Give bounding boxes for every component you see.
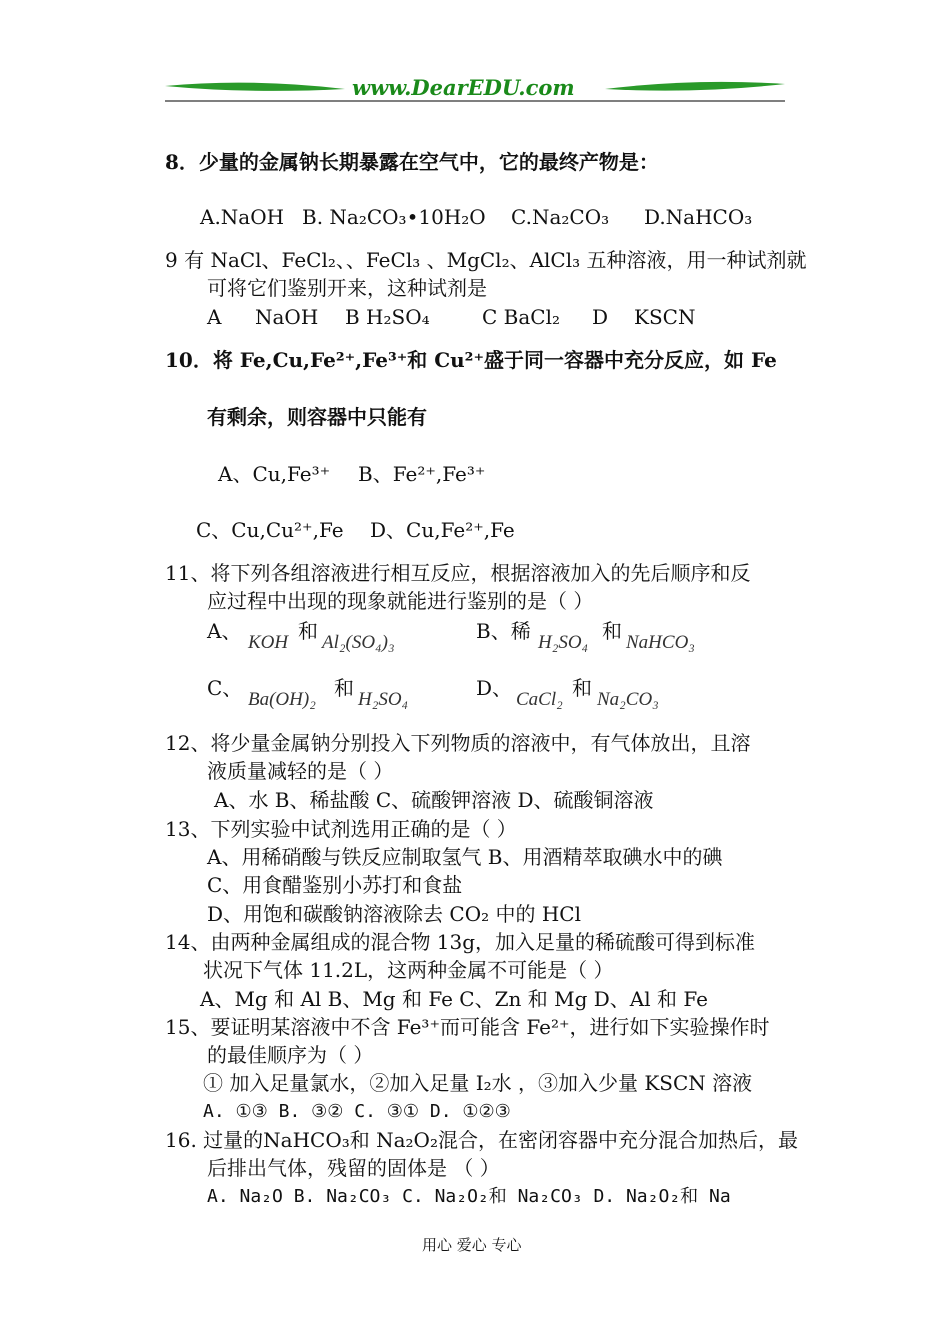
q10-option-c: C、Cu,Cu²⁺,Fe (196, 518, 344, 542)
q9-option-c: C BaCl₂ (482, 305, 560, 329)
q15-options: A. ①③ B. ③② C. ③① D. ①②③ (203, 1101, 511, 1122)
q15-stem-line2: 的最佳顺序为（ ） (207, 1043, 374, 1067)
q11-option-d-and: 和 (572, 676, 592, 700)
q11-option-d-formula1: CaCl₂ (516, 689, 563, 710)
q10-option-b: B、Fe²⁺,Fe³⁺ (358, 462, 486, 486)
q10-option-a: A、Cu,Fe³⁺ (218, 462, 331, 486)
q11-stem-line1: 11、将下列各组溶液进行相互反应，根据溶液加入的先后顺序和反 (165, 561, 751, 585)
q11-option-a-and: 和 (298, 619, 318, 643)
q10-stem-line1: 10．将 Fe,Cu,Fe²⁺,Fe³⁺和 Cu²⁺盛于同一容器中充分反应，如 Fe (165, 348, 777, 372)
q14-stem-line1: 14、由两种金属组成的混合物 13g，加入足量的稀硫酸可得到标准 (165, 930, 756, 954)
q11-option-b: B、稀 (476, 619, 531, 643)
q16-stem-line2: 后排出气体，残留的固体是 （ ） (207, 1156, 500, 1180)
q16-stem-line1: 16. 过量的NaHCO₃和 Na₂O₂混合，在密闭容器中充分混合加热后，最 (165, 1128, 798, 1152)
q12-options: A、水 B、稀盐酸 C、硫酸钾溶液 D、硫酸铜溶液 (214, 788, 654, 812)
q10-stem-line2: 有剩余，则容器中只能有 (207, 405, 427, 429)
q11-option-c: C、 (207, 676, 243, 700)
q9-option-d-text: KSCN (634, 305, 696, 329)
q14-options: A、Mg 和 Al B、Mg 和 Fe C、Zn 和 Mg D、Al 和 Fe (200, 987, 708, 1011)
q11-option-d: D、 (476, 676, 513, 700)
q13-stem: 13、下列实验中试剂选用正确的是（ ） (165, 817, 517, 841)
q11-option-a-formula1: KOH (248, 632, 289, 653)
q15-steps: ① 加入足量氯水，②加入足量 I₂水 ，③加入少量 KSCN 溶液 (203, 1071, 753, 1095)
q11-option-c-and: 和 (334, 676, 354, 700)
q8-option-c: C.Na₂CO₃ (511, 205, 610, 229)
q11-option-b-formula2: NaHCO₃ (626, 632, 695, 653)
q14-stem-line2: 状况下气体 11.2L，这两种金属不可能是（ ） (203, 958, 614, 982)
q11-option-c-formula1: Ba(OH)₂ (248, 689, 316, 710)
q8-option-b: B. Na₂CO₃•10H₂O (302, 205, 486, 229)
q11-option-b-formula1: H₂SO₄ (538, 632, 589, 653)
page-footer: 用心 爱心 专心 (422, 1236, 522, 1254)
q11-option-a-formula2: Al₂(SO₄)₃ (322, 632, 395, 653)
q12-stem-line2: 液质量减轻的是（ ） (207, 759, 394, 783)
q13-option-c: C、用食醋鉴别小苏打和食盐 (207, 873, 463, 897)
q9-option-a: A (207, 305, 222, 329)
q11-option-c-formula2: H₂SO₄ (358, 689, 409, 710)
q12-stem-line1: 12、将少量金属钠分别投入下列物质的溶液中，有气体放出，且溶 (165, 731, 751, 755)
q8-option-d: D.NaHCO₃ (644, 205, 753, 229)
q8-stem: 8．少量的金属钠长期暴露在空气中，它的最终产物是： (165, 150, 659, 174)
q11-stem-line2: 应过程中出现的现象就能进行鉴别的是（ ） (207, 589, 594, 613)
q13-options-ab: A、用稀硝酸与铁反应制取氢气 B、用酒精萃取碘水中的碘 (207, 845, 723, 869)
q11-option-d-formula2: Na₂CO₃ (597, 689, 659, 710)
logo-text: www.DearEDU.com (352, 75, 575, 100)
q9-stem-line2: 可将它们鉴别开来，这种试剂是 (207, 276, 487, 300)
q9-stem-line1: 9 有 NaCl、FeCl₂、、FeCl₃ 、MgCl₂、AlCl₃ 五种溶液，用一种试剂就 (165, 248, 807, 272)
q9-option-a-text: NaOH (255, 305, 319, 329)
q16-options: A. Na₂O B. Na₂CO₃ C. Na₂O₂和 Na₂CO₃ D. Na₂O₂和 Na (207, 1186, 731, 1207)
q9-option-b: B H₂SO₄ (345, 305, 430, 329)
q13-option-d: D、用饱和碳酸钠溶液除去 CO₂ 中的 HCl (207, 902, 581, 926)
q10-option-d: D、Cu,Fe²⁺,Fe (370, 518, 515, 542)
q15-stem-line1: 15、要证明某溶液中不含 Fe³⁺而可能含 Fe²⁺，进行如下实验操作时 (165, 1015, 770, 1039)
q8-option-a: A.NaOH (200, 205, 285, 229)
q11-option-a: A、 (207, 619, 242, 643)
q9-option-d: D (592, 305, 609, 329)
q11-option-b-and: 和 (602, 619, 622, 643)
